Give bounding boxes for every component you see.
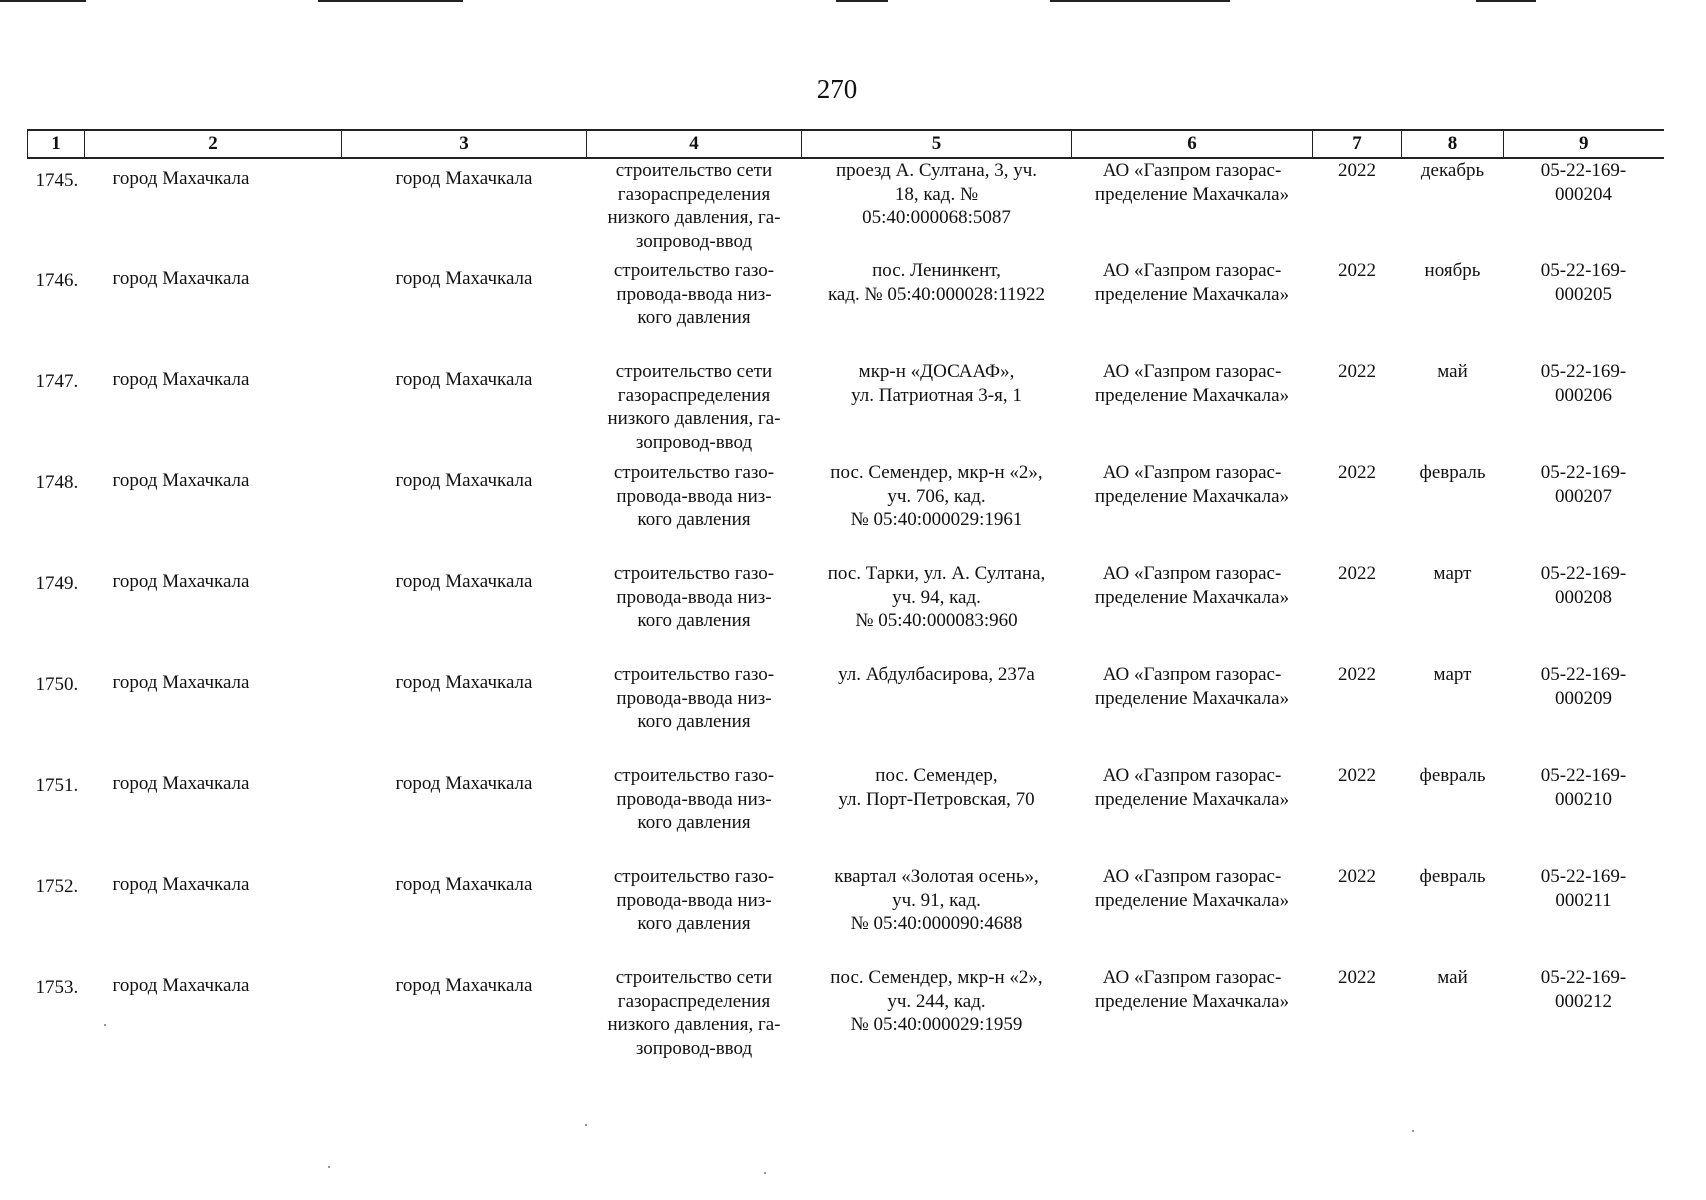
cell-line: 05:40:000068:5087 [862, 207, 1011, 228]
scan-edge-line [318, 0, 463, 2]
cell-col-7: 2022 [1338, 765, 1376, 786]
cell-line: газораспределения [617, 384, 771, 406]
cell-col-6 [1072, 865, 1313, 966]
cell-col-6 [1072, 562, 1313, 663]
cell-col-5 [802, 865, 1072, 966]
cell-line: 000205 [1555, 283, 1612, 305]
cell-line: строительство газо- [613, 765, 775, 786]
cell-col-9 [1504, 360, 1664, 461]
header-cell-9: 9 [1504, 130, 1664, 158]
scan-edge-line [0, 0, 86, 2]
table-row [28, 966, 1664, 1067]
cell-line: АО «Газпром газорас- [1102, 462, 1282, 483]
cell-line: мкр-н «ДОСААФ», [858, 361, 1015, 382]
cell-col-4 [587, 562, 802, 663]
cell-line: ул. Абдулбасирова, 237а [838, 664, 1035, 685]
cell-line: провода-ввода низ- [616, 485, 772, 507]
scan-speck [1412, 1130, 1414, 1132]
cell-col-6 [1072, 158, 1313, 259]
cell-line: пос. Семендер, [875, 765, 998, 786]
scan-speck [764, 1172, 766, 1174]
table-row [28, 562, 1664, 663]
cell-col-6 [1072, 764, 1313, 865]
table-row [28, 158, 1664, 259]
cell-col-9 [1504, 158, 1664, 259]
scan-speck [585, 1124, 587, 1126]
cell-col-5 [802, 966, 1072, 1067]
cell-col-5 [802, 360, 1072, 461]
cell-col-5 [802, 461, 1072, 562]
cell-col-2: город Махачкала [112, 975, 250, 996]
cell-line: пределение Махачкала» [1094, 384, 1290, 406]
cell-line: пос. Семендер, мкр-н «2», [830, 462, 1043, 483]
cell-line: 05-22-169- [1540, 361, 1627, 382]
cell-line: провода-ввода низ- [616, 687, 772, 709]
cell-line: уч. 94, кад. [892, 586, 981, 608]
cell-line: кого давления [637, 913, 751, 934]
table-row [28, 865, 1664, 966]
cell-col-3: город Махачкала [395, 874, 533, 895]
cell-line: 05-22-169- [1540, 967, 1627, 988]
cell-col-4 [587, 158, 802, 259]
cell-col-2: город Махачкала [112, 571, 250, 592]
cell-col-8: ноябрь [1424, 260, 1481, 281]
cell-col-3: город Махачкала [395, 268, 533, 289]
cell-col-7: 2022 [1338, 462, 1376, 483]
cell-col-1: 1753. [35, 977, 79, 998]
cell-line: провода-ввода низ- [616, 283, 772, 305]
cell-col-2: город Махачкала [112, 773, 250, 794]
table-header [28, 130, 1664, 158]
table-row [28, 259, 1664, 360]
cell-line: 000207 [1555, 485, 1612, 507]
cell-col-3: город Махачкала [395, 470, 533, 491]
table-body [28, 158, 1664, 1067]
cell-col-2: город Махачкала [112, 672, 250, 693]
registry-table [27, 129, 1664, 1067]
cell-col-7: 2022 [1338, 361, 1376, 382]
scan-edge-line [1050, 0, 1230, 2]
cell-line: АО «Газпром газорас- [1102, 160, 1282, 181]
table-row [28, 764, 1664, 865]
cell-col-8: май [1437, 967, 1468, 988]
cell-line: 05-22-169- [1540, 462, 1627, 483]
cell-col-7: 2022 [1338, 866, 1376, 887]
cell-line: 18, кад. № [894, 183, 979, 205]
cell-col-7: 2022 [1338, 563, 1376, 584]
scan-edge-line [1476, 0, 1536, 2]
cell-line: № 05:40:000083:960 [855, 610, 1018, 631]
cell-col-3: город Махачкала [395, 168, 533, 189]
header-cell-3: 3 [342, 130, 587, 158]
cell-line: № 05:40:000090:4688 [850, 913, 1023, 934]
cell-col-9 [1504, 663, 1664, 764]
cell-line: пределение Махачкала» [1094, 283, 1290, 305]
cell-col-8: февраль [1419, 765, 1486, 786]
header-cell-6: 6 [1072, 130, 1313, 158]
cell-line: низкого давления, га- [607, 207, 781, 228]
cell-col-1: 1747. [35, 371, 79, 392]
scan-edge-line [836, 0, 888, 2]
cell-col-3: город Махачкала [395, 975, 533, 996]
cell-line: газораспределения [617, 183, 771, 205]
cell-col-7: 2022 [1338, 160, 1376, 181]
header-cell-1: 1 [28, 130, 85, 158]
cell-col-9 [1504, 764, 1664, 865]
cell-col-4 [587, 663, 802, 764]
cell-line: низкого давления, га- [607, 1014, 781, 1035]
cell-line: № 05:40:000029:1959 [850, 1014, 1023, 1035]
cell-line: пос. Семендер, мкр-н «2», [830, 967, 1043, 988]
header-cell-2: 2 [85, 130, 342, 158]
header-cell-5: 5 [802, 130, 1072, 158]
cell-line: 05-22-169- [1540, 160, 1627, 181]
cell-col-5 [802, 663, 1072, 764]
cell-line: пос. Ленинкент, [872, 260, 1001, 281]
cell-col-4 [587, 764, 802, 865]
cell-line: кад. № 05:40:000028:11922 [827, 283, 1046, 305]
cell-line: кого давления [637, 610, 751, 631]
cell-line: АО «Газпром газорас- [1102, 765, 1282, 786]
cell-col-2: город Махачкала [112, 168, 250, 189]
cell-line: пос. Тарки, ул. А. Султана, [827, 563, 1046, 584]
header-row [28, 130, 1664, 158]
cell-line: строительство сети [615, 361, 773, 382]
cell-col-2: город Махачкала [112, 268, 250, 289]
cell-col-9 [1504, 461, 1664, 562]
cell-line: 000206 [1555, 384, 1612, 406]
cell-line: пределение Махачкала» [1094, 183, 1290, 205]
table-row [28, 360, 1664, 461]
cell-col-3: город Махачкала [395, 369, 533, 390]
cell-col-8: май [1437, 361, 1468, 382]
cell-line: проезд А. Султана, 3, уч. [835, 160, 1038, 181]
scan-speck [328, 1166, 330, 1168]
cell-col-2: город Махачкала [112, 874, 250, 895]
cell-line: АО «Газпром газорас- [1102, 664, 1282, 685]
cell-line: 000208 [1555, 586, 1612, 608]
cell-col-6 [1072, 259, 1313, 360]
cell-line: строительство газо- [613, 462, 775, 483]
cell-line: АО «Газпром газорас- [1102, 260, 1282, 281]
table-row [28, 663, 1664, 764]
cell-line: 05-22-169- [1540, 563, 1627, 584]
cell-line: № 05:40:000029:1961 [850, 509, 1023, 530]
cell-line: пределение Махачкала» [1094, 990, 1290, 1012]
cell-line: АО «Газпром газорас- [1102, 563, 1282, 584]
cell-line: провода-ввода низ- [616, 586, 772, 608]
cell-col-1: 1748. [35, 472, 79, 493]
cell-col-4 [587, 966, 802, 1067]
cell-line: кого давления [637, 509, 751, 530]
cell-line: строительство газо- [613, 260, 775, 281]
scan-speck [104, 1024, 106, 1026]
cell-line: кого давления [637, 812, 751, 833]
cell-line: газораспределения [617, 990, 771, 1012]
cell-col-3: город Махачкала [395, 773, 533, 794]
cell-col-9 [1504, 562, 1664, 663]
cell-line: уч. 244, кад. [887, 990, 986, 1012]
cell-col-2: город Махачкала [112, 369, 250, 390]
table-row [28, 461, 1664, 562]
cell-line: провода-ввода низ- [616, 889, 772, 911]
cell-col-5 [802, 158, 1072, 259]
cell-line: кого давления [637, 711, 751, 732]
cell-line: 05-22-169- [1540, 866, 1627, 887]
cell-col-1: 1749. [35, 573, 79, 594]
cell-line: строительство сети [615, 160, 773, 181]
cell-col-1: 1745. [35, 170, 79, 191]
cell-line: 000210 [1555, 788, 1612, 810]
cell-line: 000204 [1555, 183, 1612, 205]
cell-line: строительство газо- [613, 866, 775, 887]
cell-col-9 [1504, 259, 1664, 360]
cell-col-3: город Махачкала [395, 672, 533, 693]
cell-line: АО «Газпром газорас- [1102, 967, 1282, 988]
cell-col-1: 1752. [35, 876, 79, 897]
cell-line: ул. Порт-Петровская, 70 [838, 788, 1035, 810]
cell-col-7: 2022 [1338, 967, 1376, 988]
cell-line: пределение Махачкала» [1094, 889, 1290, 911]
cell-line: строительство сети [615, 967, 773, 988]
cell-line: низкого давления, га- [607, 408, 781, 429]
cell-col-8: декабрь [1420, 160, 1485, 181]
cell-line: 000209 [1555, 687, 1612, 709]
cell-col-6 [1072, 461, 1313, 562]
cell-line: 000212 [1555, 990, 1612, 1012]
cell-col-1: 1750. [35, 674, 79, 695]
cell-col-8: февраль [1419, 462, 1486, 483]
cell-line: 05-22-169- [1540, 260, 1627, 281]
cell-col-6 [1072, 966, 1313, 1067]
cell-line: 000211 [1555, 889, 1612, 911]
cell-col-9 [1504, 865, 1664, 966]
cell-line: квартал «Золотая осень», [834, 866, 1039, 887]
cell-line: уч. 91, кад. [892, 889, 981, 911]
cell-line: зопровод-ввод [635, 431, 753, 453]
cell-col-9 [1504, 966, 1664, 1067]
cell-col-4 [587, 360, 802, 461]
cell-col-5 [802, 259, 1072, 360]
header-cell-7: 7 [1313, 130, 1402, 158]
cell-col-8: март [1433, 664, 1472, 685]
cell-line: зопровод-ввод [635, 1037, 753, 1059]
cell-line: пределение Махачкала» [1094, 586, 1290, 608]
cell-col-4 [587, 259, 802, 360]
cell-col-6 [1072, 663, 1313, 764]
cell-line: уч. 706, кад. [887, 485, 986, 507]
cell-line: пределение Махачкала» [1094, 485, 1290, 507]
header-cell-4: 4 [587, 130, 802, 158]
cell-line: 05-22-169- [1540, 765, 1627, 786]
cell-col-1: 1751. [35, 775, 79, 796]
cell-col-3: город Махачкала [395, 571, 533, 592]
page-number: 270 [816, 74, 858, 104]
cell-line: АО «Газпром газорас- [1102, 361, 1282, 382]
cell-line: кого давления [637, 307, 751, 328]
cell-col-2: город Махачкала [112, 470, 250, 491]
cell-col-4 [587, 865, 802, 966]
header-cell-8: 8 [1402, 130, 1504, 158]
cell-col-5 [802, 764, 1072, 865]
cell-col-4 [587, 461, 802, 562]
cell-line: пределение Махачкала» [1094, 687, 1290, 709]
cell-col-7: 2022 [1338, 260, 1376, 281]
cell-col-6 [1072, 360, 1313, 461]
cell-col-8: февраль [1419, 866, 1486, 887]
cell-line: зопровод-ввод [635, 230, 753, 252]
cell-line: 05-22-169- [1540, 664, 1627, 685]
cell-col-1: 1746. [35, 270, 79, 291]
cell-col-5 [802, 562, 1072, 663]
cell-col-8: март [1433, 563, 1472, 584]
cell-col-7: 2022 [1338, 664, 1376, 685]
cell-line: пределение Махачкала» [1094, 788, 1290, 810]
cell-line: строительство газо- [613, 664, 775, 685]
cell-line: АО «Газпром газорас- [1102, 866, 1282, 887]
cell-line: строительство газо- [613, 563, 775, 584]
cell-line: ул. Патриотная 3-я, 1 [851, 384, 1022, 406]
cell-line: провода-ввода низ- [616, 788, 772, 810]
